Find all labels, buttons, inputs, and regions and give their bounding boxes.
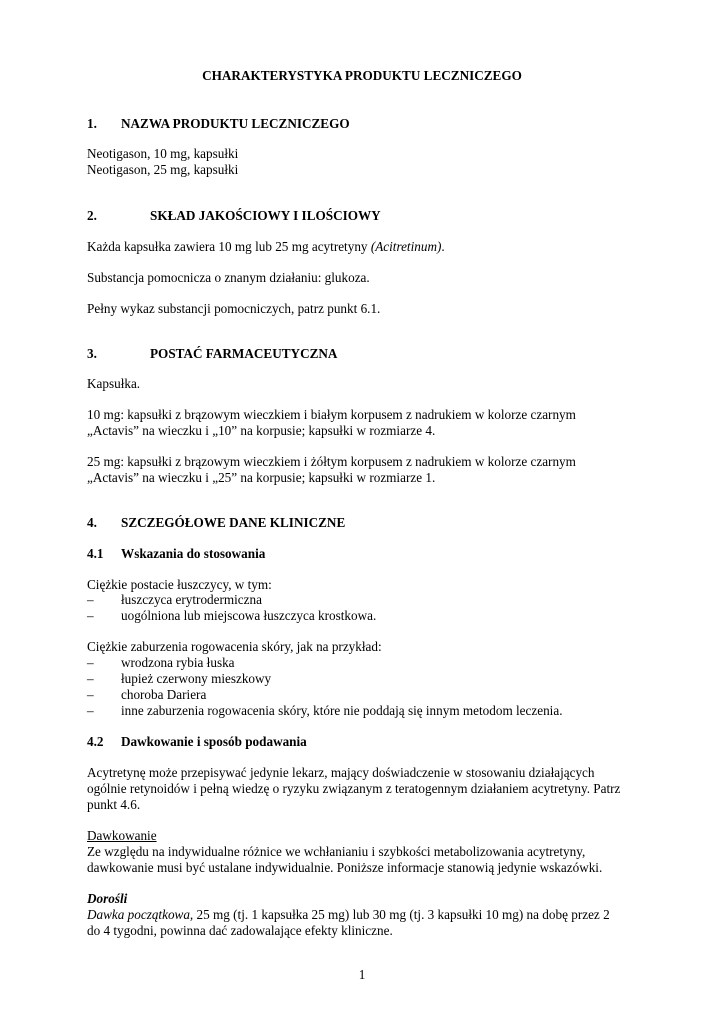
list-dash: –: [87, 608, 94, 623]
list-item: choroba Dariera: [121, 687, 207, 702]
indications-intro-2: Ciężkie zaburzenia rogowacenia skóry, jak na przykład:: [87, 639, 382, 654]
starting-dose-line-1: [87, 907, 610, 923]
list-item: łupież czerwony mieszkowy: [121, 671, 272, 686]
excipient-list-reference: Pełny wykaz substancji pomocniczych, patrz punkt 6.1.: [87, 301, 381, 316]
form-paragraph: Kapsułka.: [87, 376, 141, 391]
section-1-number: 1.: [87, 116, 97, 131]
section-4-1-title: Wskazania do stosowania: [121, 546, 266, 561]
list-item: inne zaburzenia rogowacenia skóry, które nie poddają się innym metodom leczenia.: [121, 703, 563, 718]
section-2-number: 2.: [87, 208, 97, 223]
section-4-1-number: 4.1: [87, 546, 104, 561]
section-4-number: 4.: [87, 515, 97, 530]
latin-name: (Acitretinum): [370, 239, 442, 254]
dosing-paragraph-line-1: Acytretynę może przepisywać jedynie lekarz, mający doświadczenie w stosowaniu działających: [87, 765, 595, 780]
list-item: wrodzona rybia łuska: [121, 655, 235, 670]
list-dash: –: [87, 703, 94, 718]
section-3-title: POSTAĆ FARMACEUTYCZNA: [150, 346, 338, 361]
section-3-number: 3.: [87, 346, 97, 361]
list-item: uogólniona lub miejscowa łuszczyca krostkowa.: [121, 608, 377, 623]
capsule-25mg-line-2: „Actavis” na wieczku i „25” na korpusie; kapsułki w rozmiarze 1.: [87, 470, 436, 485]
dosage-paragraph-line-2: dawkowanie musi być ustalane indywidualnie. Poniższe informacje stanowią jedynie wskazówki.: [87, 860, 603, 875]
dosage-paragraph-line-1: Ze względu na indywidualne różnice we wchłanianiu i szybkości metabolizowania acytretyny,: [87, 844, 586, 859]
section-4-2-number: 4.2: [87, 734, 104, 749]
adults-subheading: Dorośli: [87, 891, 128, 906]
dosing-paragraph-line-2: ogólnie retynoidów i pełną wiedzę o ryzyku związanym z teratogennym działaniem acytretyny. Patrz: [87, 781, 621, 796]
dosing-paragraph-line-3: punkt 4.6.: [87, 797, 141, 812]
product-name-10mg: Neotigason, 10 mg, kapsułki: [87, 146, 239, 161]
composition-period: .: [441, 239, 445, 254]
composition-paragraph: [87, 239, 445, 255]
dosage-subheading: Dawkowanie: [87, 828, 157, 843]
excipient-paragraph: Substancja pomocnicza o znanym działaniu: glukoza.: [87, 270, 370, 285]
section-4-2-title: Dawkowanie i sposób podawania: [121, 734, 307, 749]
list-dash: –: [87, 671, 94, 686]
section-1-title: NAZWA PRODUKTU LECZNICZEGO: [121, 116, 350, 131]
section-2-title: SKŁAD JAKOŚCIOWY I ILOŚCIOWY: [150, 208, 381, 223]
section-4-title: SZCZEGÓŁOWE DANE KLINICZNE: [121, 515, 346, 530]
starting-dose-label: Dawka początkowa,: [87, 907, 194, 922]
page-number: 1: [358, 967, 366, 982]
starting-dose-line-2: do 4 tygodni, powinna dać zadowalające efekty kliniczne.: [87, 923, 393, 938]
starting-dose-text: 25 mg (tj. 1 kapsułka 25 mg) lub 30 mg (tj. 3 kapsułki 10 mg) na dobę przez 2: [193, 907, 610, 922]
capsule-25mg-line-1: 25 mg: kapsułki z brązowym wieczkiem i żółtym korpusem z nadrukiem w kolorze czarnym: [87, 454, 576, 469]
indications-intro-1: Ciężkie postacie łuszczycy, w tym:: [87, 577, 272, 592]
list-dash: –: [87, 687, 94, 702]
list-item: łuszczyca erytrodermiczna: [121, 592, 262, 607]
capsule-10mg-line-1: 10 mg: kapsułki z brązowym wieczkiem i białym korpusem z nadrukiem w kolorze czarnym: [87, 407, 576, 422]
list-dash: –: [87, 592, 94, 607]
document-title: CHARAKTERYSTYKA PRODUKTU LECZNICZEGO: [202, 68, 522, 83]
capsule-10mg-line-2: „Actavis” na wieczku i „10” na korpusie; kapsułki w rozmiarze 4.: [87, 423, 436, 438]
list-dash: –: [87, 655, 94, 670]
product-name-25mg: Neotigason, 25 mg, kapsułki: [87, 162, 239, 177]
composition-text: Każda kapsułka zawiera 10 mg lub 25 mg acytretyny: [87, 239, 371, 254]
